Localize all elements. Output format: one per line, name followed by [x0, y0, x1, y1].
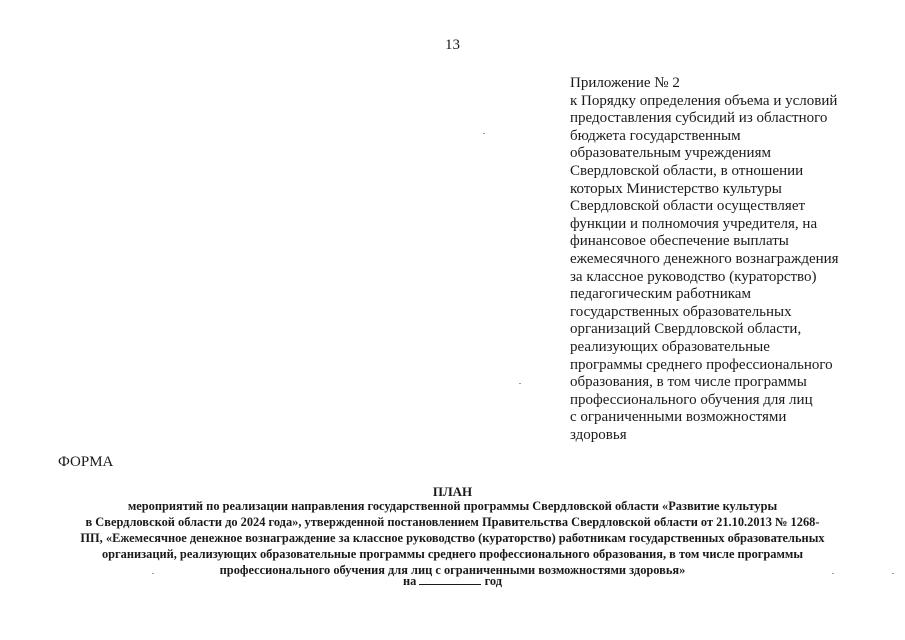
appendix-line: профессионального обучения для лиц — [570, 391, 813, 408]
appendix-line: функции и полномочия учредителя, на — [570, 215, 818, 232]
scan-speck — [832, 573, 834, 574]
form-label: ФОРМА — [58, 454, 114, 470]
page-number: 13 — [445, 37, 460, 53]
plan-line: в Свердловской области до 2024 года», утвержденной постановлением Правительства Свердловской области от 21.10.2013 № 1268- — [85, 515, 820, 529]
plan-line: мероприятий по реализации направления государственной программы Свердловской области «Развитие культуры — [127, 499, 778, 513]
appendix-line: к Порядку определения объема и условий — [570, 92, 838, 109]
appendix-line: программы среднего профессионального — [570, 356, 833, 373]
appendix-line: бюджета государственным — [570, 127, 741, 144]
appendix-line: организаций Свердловской области, — [570, 321, 802, 338]
appendix-line: ежемесячного денежного вознаграждения — [570, 250, 839, 267]
year-line — [0, 574, 905, 589]
plan-description — [20, 498, 885, 578]
scan-speck — [152, 573, 154, 574]
plan-line: ПП, «Ежемесячное денежное вознаграждение за классное руководство (кураторство) работникам государственных образовательных — [80, 531, 825, 545]
scan-speck — [519, 383, 521, 384]
appendix-line: которых Министерство культуры — [570, 180, 782, 197]
year-prefix: на — [403, 574, 417, 588]
scan-speck — [892, 573, 894, 574]
appendix-line: Свердловской области, в отношении — [570, 162, 804, 179]
appendix-line: Приложение № 2 — [570, 75, 680, 91]
appendix-line: образования, в том числе программы — [570, 374, 807, 391]
plan-line: профессионального обучения для лиц с ограниченными возможностями здоровья» — [219, 563, 686, 577]
appendix-line: государственных образовательных — [570, 303, 792, 320]
appendix-line: здоровья — [570, 426, 627, 443]
scan-speck — [483, 133, 485, 134]
appendix-line: образовательным учреждениям — [570, 145, 771, 162]
appendix-line: финансовое обеспечение выплаты — [570, 233, 789, 250]
appendix-line: реализующих образовательные — [570, 338, 770, 355]
appendix-line: предоставления субсидий из областного — [570, 110, 828, 127]
appendix-block — [570, 75, 860, 444]
plan-line: организаций, реализующих образовательные программы среднего профессионального образования, в том числе программы — [101, 547, 804, 561]
appendix-line: Свердловской области осуществляет — [570, 198, 806, 215]
appendix-line: за классное руководство (кураторство) — [570, 268, 817, 285]
appendix-line: с ограниченными возможностями — [570, 409, 787, 426]
appendix-line: педагогическим работникам — [570, 286, 751, 303]
year-suffix: год — [484, 574, 502, 588]
plan-title: ПЛАН — [432, 484, 473, 499]
year-blank — [419, 574, 481, 585]
